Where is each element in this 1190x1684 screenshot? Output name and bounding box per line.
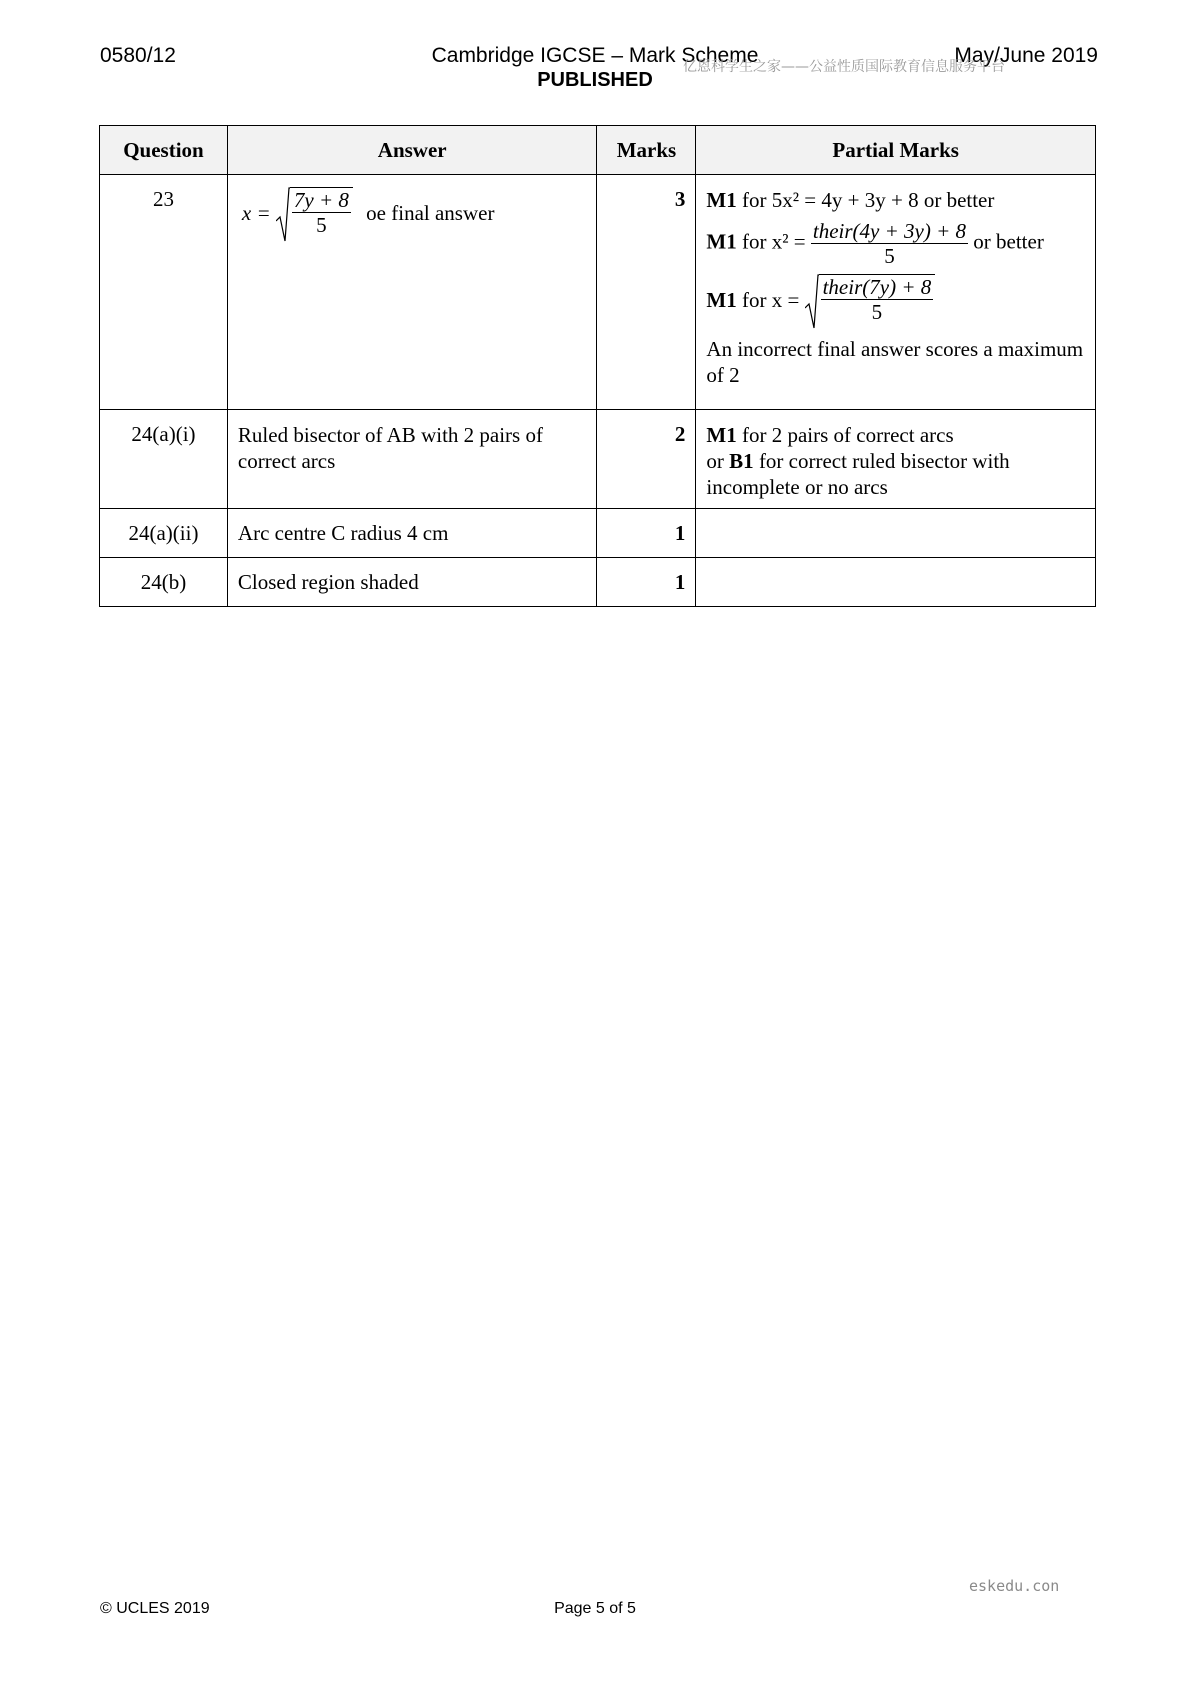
partial-line-2 (706, 219, 1085, 268)
marks-value: 3 (597, 175, 696, 410)
for-word: for (742, 287, 767, 312)
partial-note: An incorrect final answer scores a maximum of 2 (706, 337, 1084, 387)
for-word: for (742, 188, 767, 212)
m1-label: M1 (706, 188, 737, 212)
b1-text: for correct ruled bisector with incomplete or no arcs (706, 449, 1010, 499)
answer-lhs: x = (241, 200, 271, 225)
header-partial-marks: Partial Marks (696, 126, 1096, 175)
header-answer: Answer (227, 126, 597, 175)
copyright: © UCLES 2019 (100, 1600, 210, 1617)
exam-session: May/June 2019 (954, 44, 1098, 67)
exam-code: 0580/12 (100, 44, 176, 67)
answer-cell: Ruled bisector of AB with 2 pairs of correct arcs (227, 410, 597, 509)
or-word: or (706, 449, 724, 473)
partial-marks-cell (696, 558, 1096, 607)
answer-denominator: 5 (316, 213, 327, 237)
equation-3-numerator: their(7y) + 8 (822, 275, 932, 299)
answer-numerator: 7y + 8 (293, 188, 349, 212)
mark-scheme-table (99, 125, 1096, 607)
table-row (100, 509, 1096, 558)
question-number: 24(b) (100, 558, 228, 607)
question-number: 23 (100, 175, 228, 410)
table-row (100, 558, 1096, 607)
marks-value: 1 (597, 509, 696, 558)
partial-line-3 (706, 274, 1085, 330)
answer-cell: Arc centre C radius 4 cm (227, 509, 597, 558)
document-title: Cambridge IGCSE – Mark Scheme (431, 44, 759, 67)
table-row (100, 410, 1096, 509)
m1-label: M1 (706, 287, 737, 312)
m1-label: M1 (706, 229, 737, 254)
equation-3-lhs: x = (771, 287, 800, 312)
question-number: 24(a)(ii) (100, 509, 228, 558)
partial-marks-cell (696, 410, 1096, 509)
table-row (100, 175, 1096, 410)
page-number: Page 5 of 5 (554, 1600, 636, 1617)
marks-value: 2 (597, 410, 696, 509)
watermark-text: 亿恩科学生之家——公益性质国际教育信息服务平台 (683, 59, 1005, 75)
square-root (805, 274, 936, 330)
marks-value: 1 (597, 558, 696, 607)
equation-3-denominator: 5 (871, 300, 883, 324)
square-root (276, 187, 353, 243)
site-watermark: eskedu.con (969, 1577, 1060, 1595)
for-word: for (742, 229, 767, 254)
answer-cell: Closed region shaded (227, 558, 597, 607)
or-better-1: or better (923, 188, 995, 212)
header-marks: Marks (597, 126, 696, 175)
equation-2-denominator: 5 (884, 244, 895, 268)
m1-label: M1 (706, 423, 737, 447)
b1-label: B1 (729, 449, 754, 473)
partial-line-1 (706, 187, 1085, 213)
header-question: Question (100, 126, 228, 175)
question-number: 24(a)(i) (100, 410, 228, 509)
published-label: PUBLISHED (537, 69, 653, 91)
or-better-2: or better (973, 229, 1044, 254)
answer-cell (227, 175, 597, 410)
answer-suffix: oe final answer (366, 200, 495, 225)
equation-2-numerator: their(4y + 3y) + 8 (812, 219, 967, 243)
partial-marks-cell (696, 509, 1096, 558)
equation-2-lhs: x² = (771, 229, 806, 254)
equation-1: 5x² = 4y + 3y + 8 (771, 188, 919, 212)
partial-marks-cell (696, 175, 1096, 410)
m1-text: for 2 pairs of correct arcs (742, 423, 954, 447)
table-header-row (100, 126, 1096, 175)
